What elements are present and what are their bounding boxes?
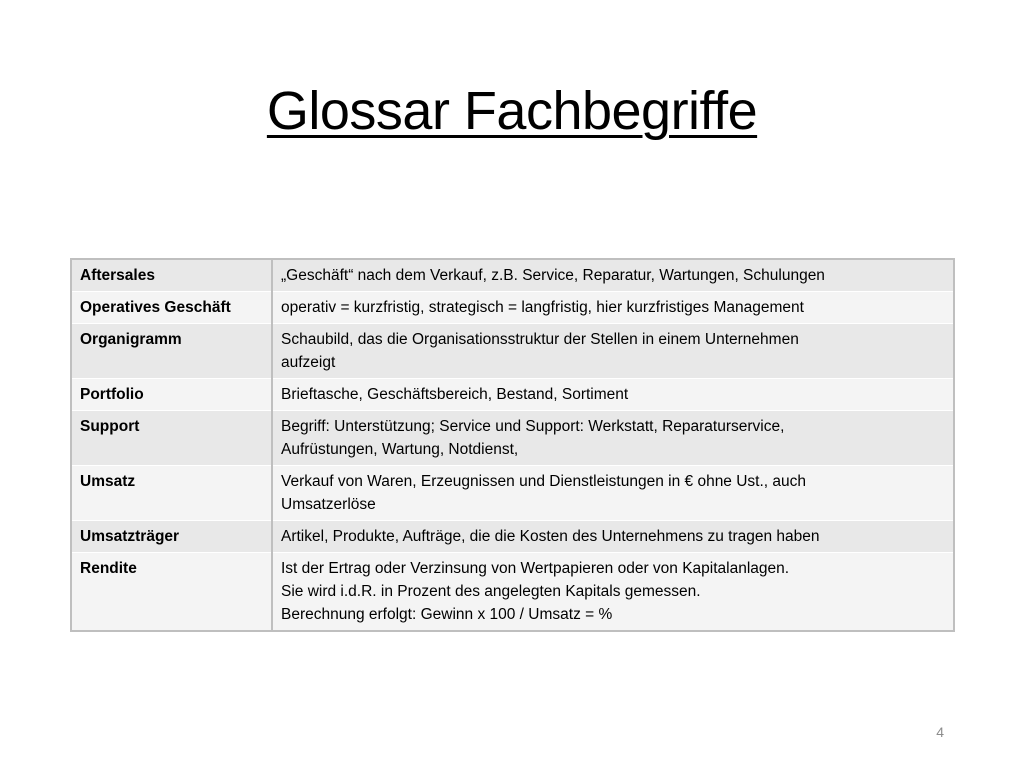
glossary-table — [70, 258, 955, 632]
glossary-row-support — [71, 411, 954, 466]
glossary-term: Support — [71, 411, 272, 466]
definition-line: Berechnung erfolgt: Gewinn x 100 / Umsatz = % — [281, 606, 613, 623]
definition-line: Sie wird i.d.R. in Prozent des angelegten Kapitals gemessen. — [281, 583, 701, 600]
definition-line: Begriff: Unterstützung; Service und Support: Werkstatt, Reparaturservice, — [281, 418, 785, 435]
glossary-term: Portfolio — [71, 379, 272, 411]
glossary-row-operatives-geschaeft — [71, 292, 954, 324]
glossary-definition — [272, 553, 954, 632]
glossary-row-umsatz — [71, 466, 954, 521]
definition-line: Verkauf von Waren, Erzeugnissen und Dienstleistungen in € ohne Ust., auch — [281, 473, 807, 490]
glossary-term: Umsatz — [71, 466, 272, 521]
definition-line: Ist der Ertrag oder Verzinsung von Wertpapieren oder von Kapitalanlagen. — [281, 560, 790, 577]
definition-line: Umsatzerlöse — [281, 496, 376, 513]
glossary-row-umsatztraeger — [71, 521, 954, 553]
glossary-definition — [272, 379, 954, 411]
slide-title: Glossar Fachbegriffe — [266, 81, 758, 141]
glossary-term: Aftersales — [71, 259, 272, 292]
glossary-definition — [272, 259, 954, 292]
glossary-term: Umsatzträger — [71, 521, 272, 553]
glossary-row-organigramm — [71, 324, 954, 379]
glossary-definition — [272, 324, 954, 379]
glossary-definition — [272, 466, 954, 521]
definition-line: aufzeigt — [281, 354, 336, 371]
glossary-term: Organigramm — [71, 324, 272, 379]
glossary-term: Operatives Geschäft — [71, 292, 272, 324]
definition-line: „Geschäft“ nach dem Verkauf, z.B. Service, Reparatur, Wartungen, Schulungen — [281, 267, 825, 284]
page-number: 4 — [936, 724, 944, 740]
definition-line: Brieftasche, Geschäftsbereich, Bestand, Sortiment — [281, 386, 629, 403]
glossary-definition — [272, 521, 954, 553]
definition-line: operativ = kurzfristig, strategisch = langfristig, hier kurzfristiges Management — [281, 299, 804, 316]
glossary-row-rendite — [71, 553, 954, 632]
glossary-term: Rendite — [71, 553, 272, 632]
glossary-row-portfolio — [71, 379, 954, 411]
glossary-definition — [272, 411, 954, 466]
definition-line: Artikel, Produkte, Aufträge, die die Kosten des Unternehmens zu tragen haben — [281, 528, 820, 545]
definition-line: Aufrüstungen, Wartung, Notdienst, — [281, 441, 519, 458]
definition-line: Schaubild, das die Organisationsstruktur der Stellen in einem Unternehmen — [281, 331, 799, 348]
glossary-definition — [272, 292, 954, 324]
glossary-row-aftersales — [71, 259, 954, 292]
